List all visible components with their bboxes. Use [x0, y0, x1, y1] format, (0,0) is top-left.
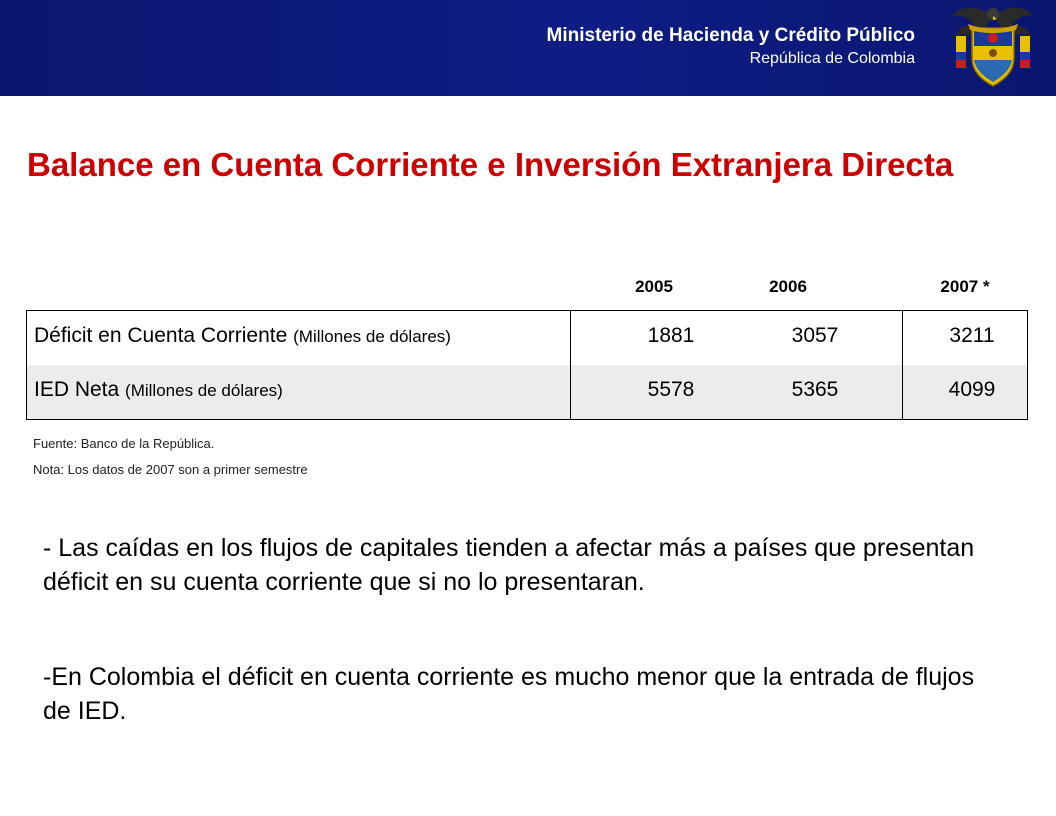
- cell-value: 3211: [949, 324, 995, 347]
- footnote: Nota: Los datos de 2007 son a primer semestre: [33, 462, 308, 477]
- column-header-2005: 2005: [635, 277, 673, 296]
- row-label: [34, 378, 283, 402]
- cell-value: 4099: [948, 378, 996, 401]
- cell-value: 1881: [647, 324, 695, 347]
- cell-value: 5578: [647, 378, 695, 401]
- bullet-paragraph: -En Colombia el déficit en cuenta corriente es mucho menor que la entrada de flujos de IED.: [43, 663, 975, 725]
- bullet-paragraph: - Las caídas en los flujos de capitales tienden a afectar más a países que presentan déficit en su cuenta corriente que si no lo presentaran.: [43, 534, 975, 596]
- row-label-text: IED Neta: [34, 378, 120, 401]
- page-title: Balance en Cuenta Corriente e Inversión Extranjera Directa: [27, 146, 954, 183]
- column-header-2006: 2006: [769, 277, 807, 296]
- column-divider: [570, 311, 571, 419]
- row-unit: (Millones de dólares): [293, 327, 451, 346]
- country-name: República de Colombia: [749, 50, 915, 67]
- row-unit: (Millones de dólares): [125, 381, 283, 400]
- table-row: [27, 311, 1027, 365]
- cell-value: 5365: [791, 378, 839, 401]
- colombia-coat-of-arms-icon: [948, 2, 1038, 90]
- table-row: [27, 365, 1027, 419]
- row-label-text: Déficit en Cuenta Corriente: [34, 324, 288, 347]
- ministry-block: [547, 24, 915, 70]
- header-banner: [0, 0, 1056, 96]
- column-divider: [902, 311, 903, 419]
- ministry-name: Ministerio de Hacienda y Crédito Público: [546, 25, 915, 46]
- column-header-2007: 2007 *: [940, 277, 990, 296]
- data-table: [26, 310, 1028, 420]
- source-note: Fuente: Banco de la República.: [33, 436, 215, 451]
- cell-value: 3057: [791, 324, 839, 347]
- row-label: [34, 324, 451, 348]
